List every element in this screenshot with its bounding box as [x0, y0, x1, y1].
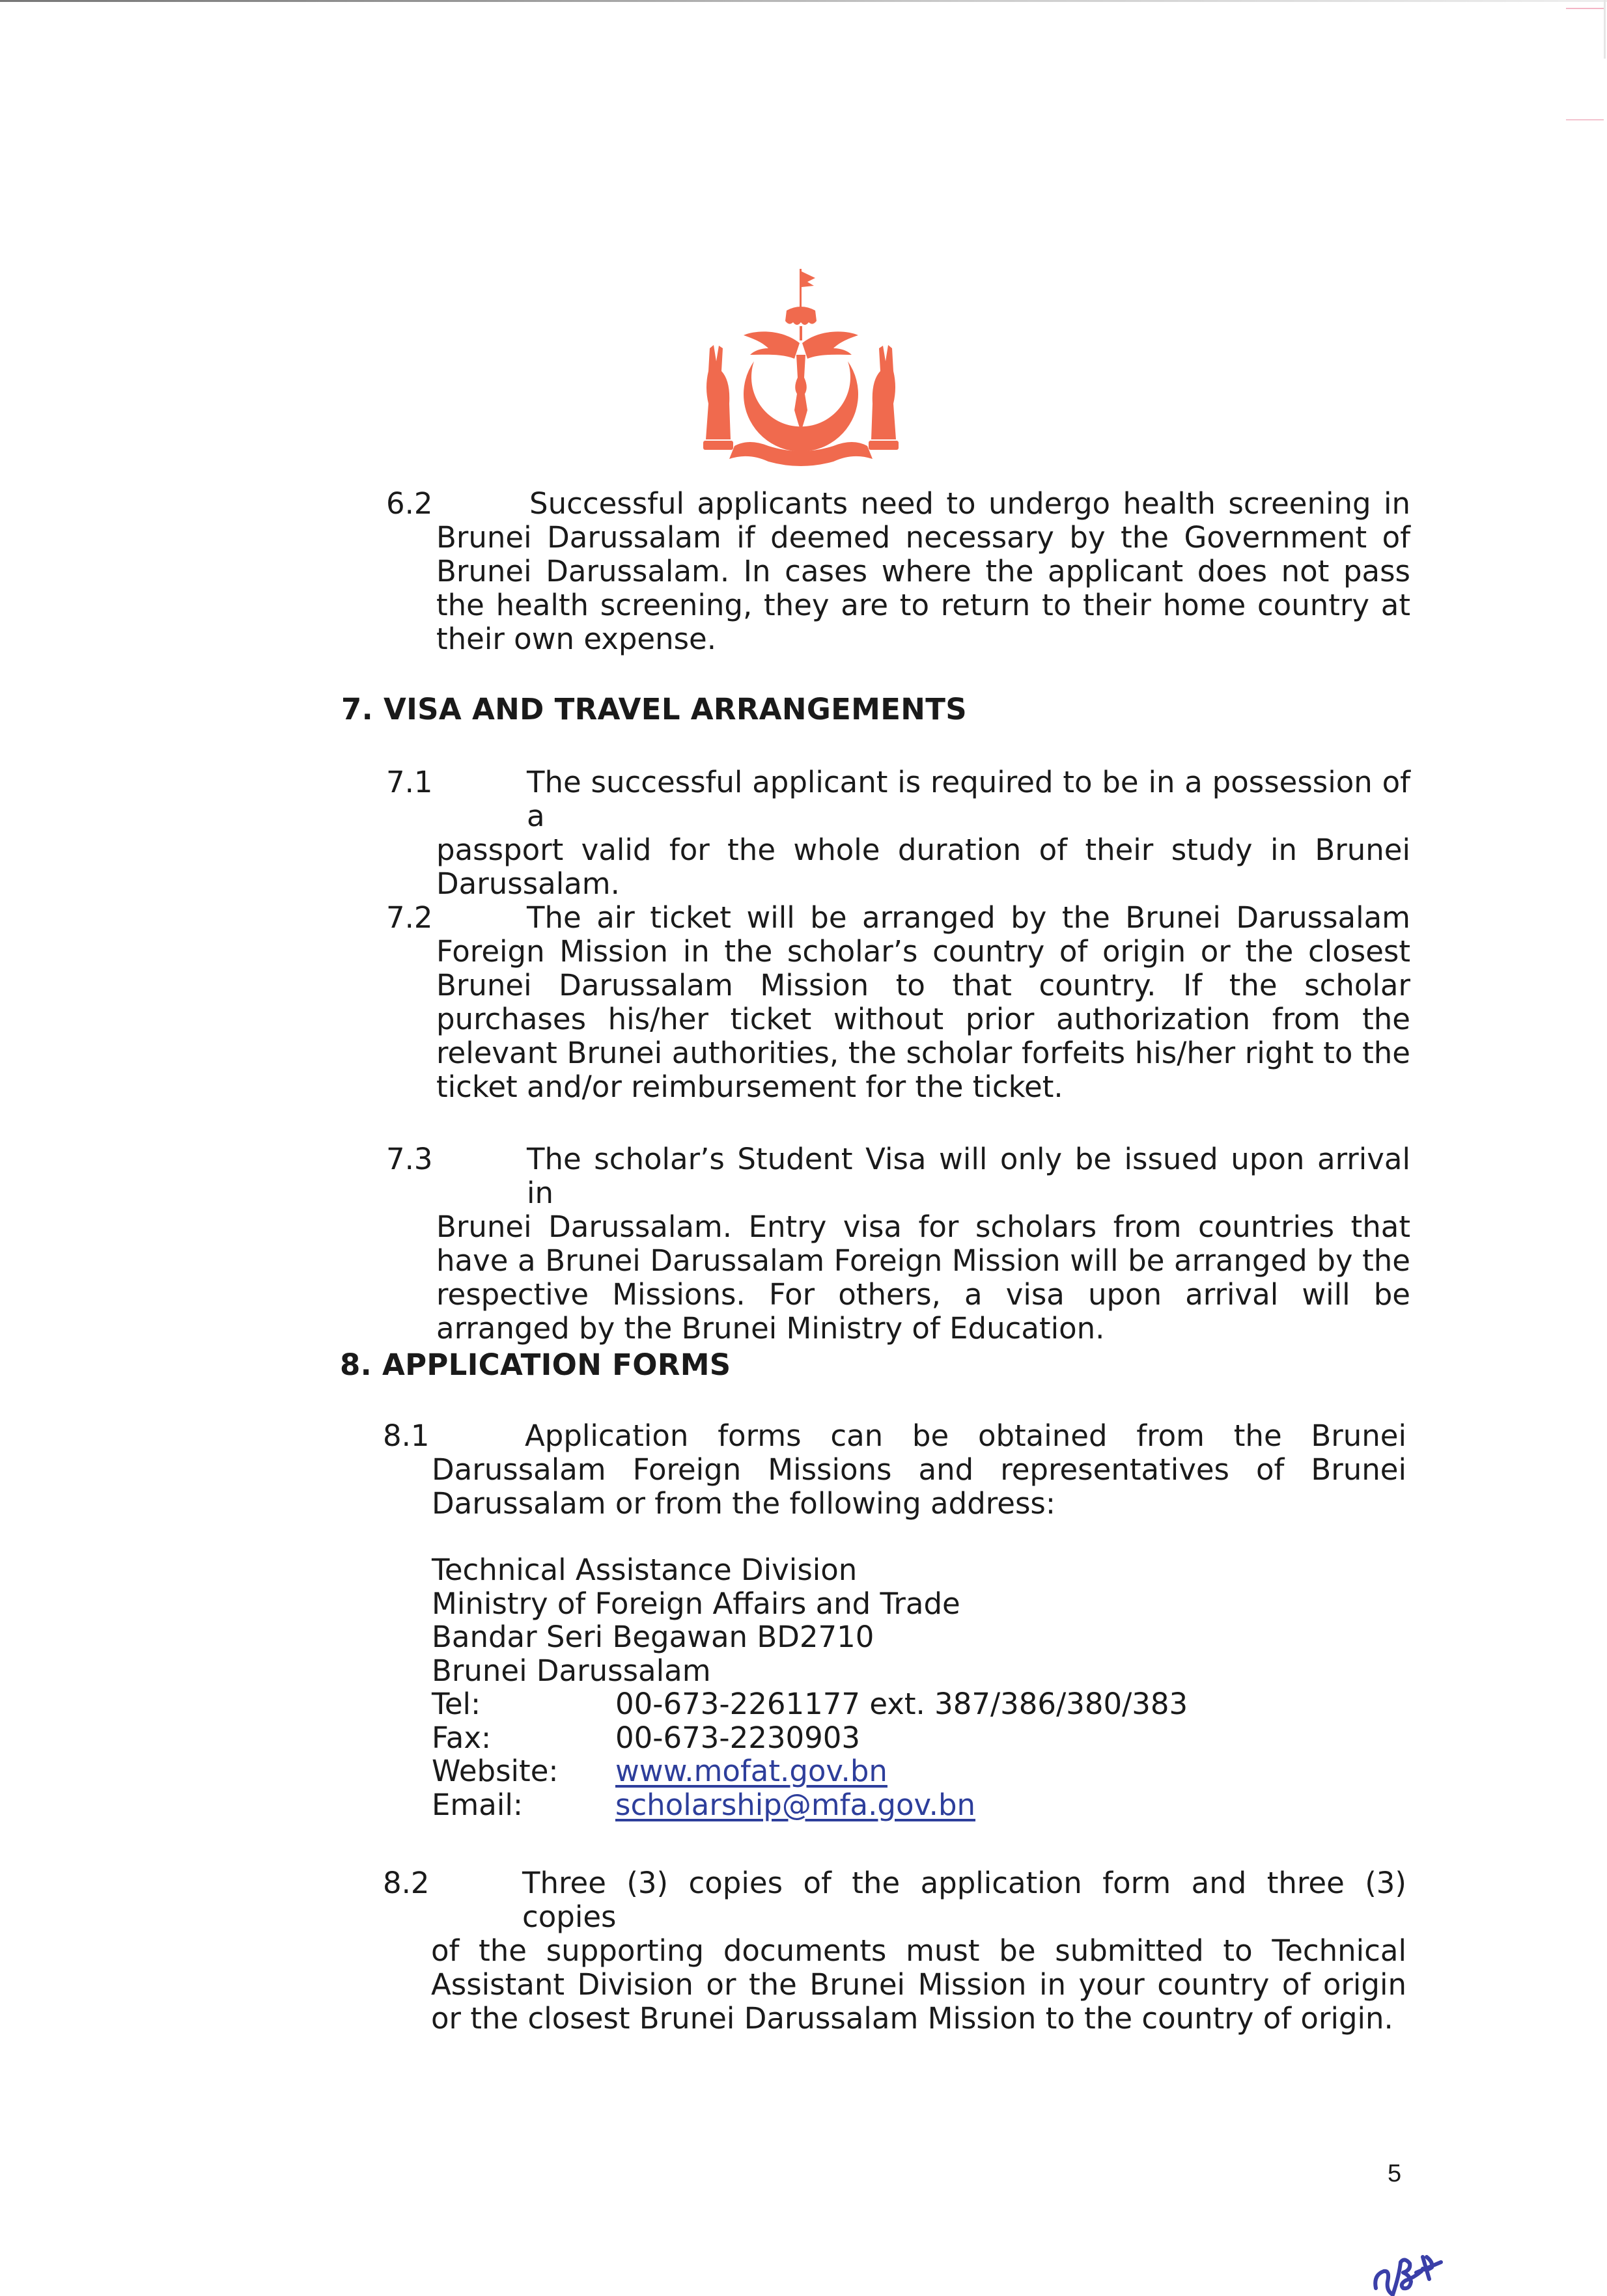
fax-value: 00-673-2230903 — [615, 1720, 861, 1755]
fax-label: Fax: — [432, 1720, 492, 1755]
paragraph-number: 6.2 — [386, 486, 433, 521]
paragraph-7-3 — [386, 1142, 1410, 1346]
email-row — [432, 1788, 1188, 1822]
paragraph-body: Foreign Mission in the scholar’s country of origin or the closest Brunei Darussalam Mission to that country. If the scholar purchases his/her ticket without prior authorization from the relevant Brunei authorities, the scholar forfeits his/her right to the ticket and/or reimbursement for the ticket. — [436, 934, 1410, 1104]
tel-row — [432, 1687, 1188, 1721]
crest-wing-left — [744, 331, 800, 359]
website-row — [432, 1754, 1188, 1788]
website-link[interactable]: www.mofat.gov.bn — [615, 1754, 887, 1788]
paragraph-7-2 — [386, 901, 1410, 1104]
paragraph-first-line: The successful applicant is required to be in a possession of a — [527, 765, 1410, 833]
paragraph-7-1 — [386, 766, 1410, 901]
paragraph-8-2 — [383, 1866, 1406, 2036]
crest-staff — [794, 355, 807, 432]
paragraph-body: of the supporting documents must be submitted to Technical Assistant Division or the Brunei Mission in your country of origin or the closest Brunei Darussalam Mission to the country of origin. — [431, 1933, 1406, 2036]
section-heading-8: 8. APPLICATION FORMS — [340, 1348, 731, 1382]
page-number: 5 — [1388, 2160, 1402, 2187]
scan-edge-top — [0, 0, 1607, 2]
section-heading-7: 7. VISA AND TRAVEL ARRANGEMENTS — [341, 692, 967, 726]
email-label: Email: — [432, 1787, 524, 1822]
tel-label: Tel: — [432, 1687, 481, 1721]
website-label: Website: — [432, 1754, 559, 1788]
paragraph-body: passport valid for the whole duration of their study in Brunei Darussalam. — [436, 833, 1410, 901]
paragraph-first-line: Three (3) copies of the application form and three (3) copies — [522, 1866, 1406, 1934]
paragraph-first-line: The scholar’s Student Visa will only be issued upon arrival in — [527, 1142, 1410, 1210]
crest-flagpole — [800, 269, 802, 308]
address-block — [432, 1553, 1188, 1821]
crest-hand-right — [871, 345, 896, 439]
address-line: Bandar Seri Begawan BD2710 — [432, 1620, 874, 1654]
paragraph-number: 8.2 — [383, 1866, 430, 1900]
paragraph-body: Darussalam Foreign Missions and representatives of Brunei Darussalam or from the following address: — [432, 1452, 1406, 1521]
crest-wing-right — [802, 331, 858, 359]
address-line: Ministry of Foreign Affairs and Trade — [432, 1586, 960, 1621]
scan-mark — [1566, 8, 1604, 9]
paragraph-first-line: The air ticket will be arranged by the Brunei Darussalam — [527, 900, 1410, 935]
tel-value: 00-673-2261177 ext. 387/386/380/383 — [615, 1687, 1188, 1721]
signature-icon — [1371, 2249, 1468, 2296]
paragraph-first-line: Application forms can be obtained from the Brunei — [525, 1418, 1406, 1453]
crest-umbrella — [785, 307, 817, 325]
paragraph-number: 7.1 — [386, 765, 433, 799]
fax-row — [432, 1721, 1188, 1755]
scan-edge-right — [1604, 0, 1606, 59]
paragraph-6-2 — [386, 487, 1410, 656]
crest-flag — [802, 271, 815, 287]
paragraph-number: 8.1 — [383, 1418, 430, 1453]
scan-mark — [1566, 119, 1604, 120]
paragraph-body: Brunei Darussalam if deemed necessary by the Government of Brunei Darussalam. In cases where the applicant does not pass the health screening, they are to return to their home country at their own expense. — [436, 520, 1410, 656]
paragraph-8-1 — [383, 1419, 1406, 1521]
paragraph-body: Brunei Darussalam. Entry visa for scholars from countries that have a Brunei Darussalam Foreign Mission will be arranged by the respective Missions. For others, a visa upon arrival will be arranged by the Brunei Ministry of Education. — [436, 1210, 1410, 1346]
address-line: Technical Assistance Division — [432, 1553, 858, 1587]
paragraph-number: 7.2 — [386, 900, 433, 935]
paragraph-number: 7.3 — [386, 1142, 433, 1176]
address-line: Brunei Darussalam — [432, 1653, 711, 1688]
brunei-crest-icon — [677, 264, 925, 472]
email-link[interactable]: scholarship@mfa.gov.bn — [615, 1787, 976, 1822]
paragraph-first-line: Successful applicants need to undergo health screening in — [529, 486, 1410, 521]
crest-hand-left — [706, 345, 731, 439]
